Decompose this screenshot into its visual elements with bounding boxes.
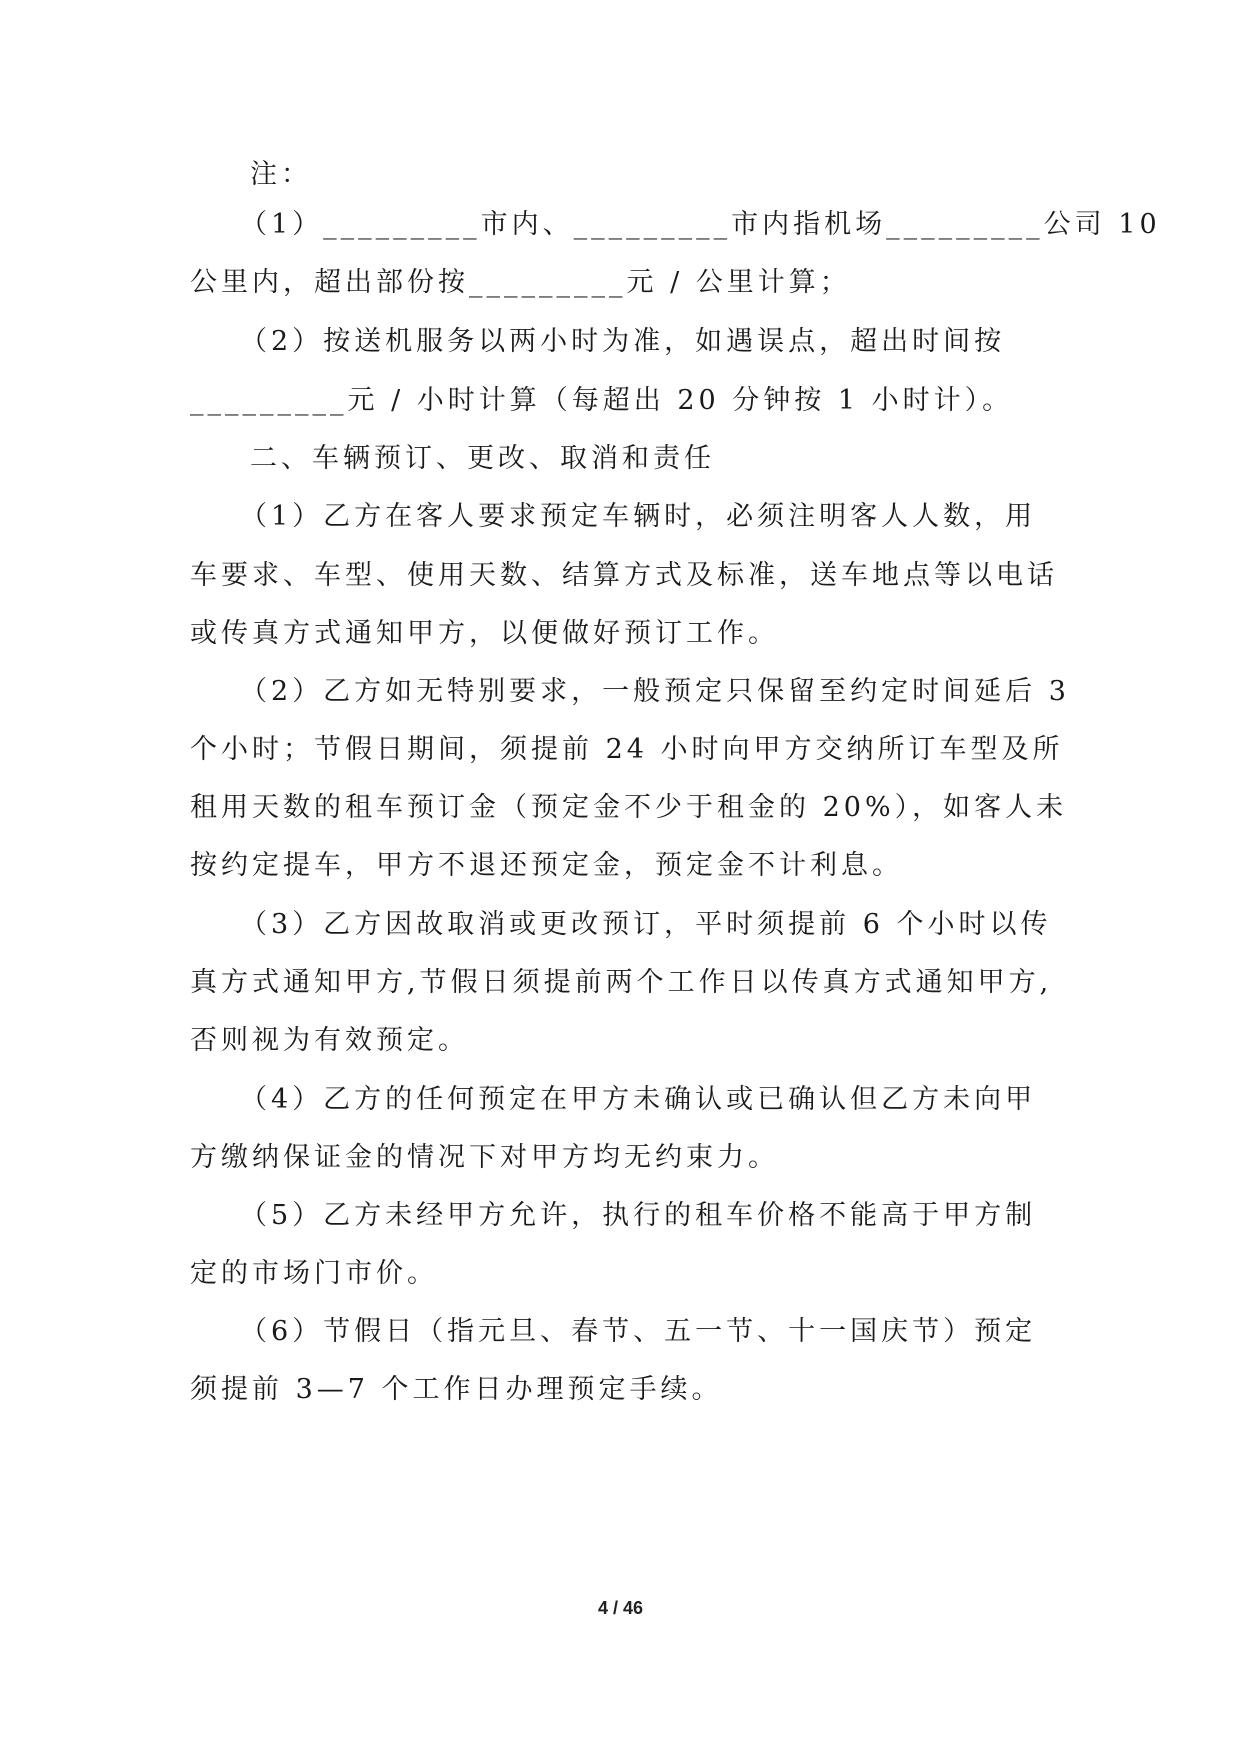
paragraph-line: （1）_________市内、_________市内指机场_________公司 10 — [240, 209, 1161, 240]
paragraph-line: 租用天数的租车预订金（预定金不少于租金的 20%），如客人未 — [190, 792, 1068, 823]
paragraph-line: 真方式通知甲方,节假日须提前两个工作日以传真方式通知甲方, — [190, 967, 1053, 998]
paragraph-line: （5）乙方未经甲方允许，执行的租车价格不能高于甲方制 — [240, 1200, 1037, 1231]
paragraph-line: 或传真方式通知甲方，以便做好预订工作。 — [190, 618, 779, 649]
paragraph-line: 定的市场门市价。 — [190, 1258, 438, 1289]
paragraph-line: _________元 / 小时计算（每超出 20 分钟按 1 小时计）。 — [190, 385, 1014, 416]
paragraph-line: 否则视为有效预定。 — [190, 1025, 469, 1056]
paragraph-line: 按约定提车，甲方不退还预定金，预定金不计利息。 — [190, 850, 903, 881]
paragraph-line: （2）按送机服务以两小时为准，如遇误点，超出时间按 — [240, 326, 1006, 357]
paragraph-line: 个小时；节假日期间，须提前 24 小时向甲方交纳所订车型及所 — [190, 734, 1064, 765]
paragraph-line: （4）乙方的任何预定在甲方未确认或已确认但乙方未向甲 — [240, 1084, 1037, 1115]
paragraph-line: 公里内，超出部份按_________元 / 公里计算； — [190, 267, 851, 298]
page-number: 4 / 46 — [597, 1598, 644, 1618]
paragraph-line: （1）乙方在客人要求预定车辆时，必须注明客人人数，用 — [240, 501, 1037, 532]
paragraph-line: 须提前 3—7 个工作日办理预定手续。 — [190, 1374, 723, 1405]
paragraph-line: 车要求、车型、使用天数、结算方式及标准，送车地点等以电话 — [190, 560, 1058, 591]
paragraph-line: 方缴纳保证金的情况下对甲方均无约束力。 — [190, 1142, 779, 1173]
paragraph-line: （3）乙方因故取消或更改预订，平时须提前 6 个小时以传 — [240, 909, 1052, 940]
section-heading: 二、车辆预订、更改、取消和责任 — [250, 443, 715, 474]
note-heading: 注： — [250, 159, 312, 190]
paragraph-line: （6）节假日（指元旦、春节、五一节、十一国庆节）预定 — [240, 1316, 1037, 1347]
paragraph-line: （2）乙方如无特别要求，一般预定只保留至约定时间延后 3 — [240, 676, 1070, 707]
